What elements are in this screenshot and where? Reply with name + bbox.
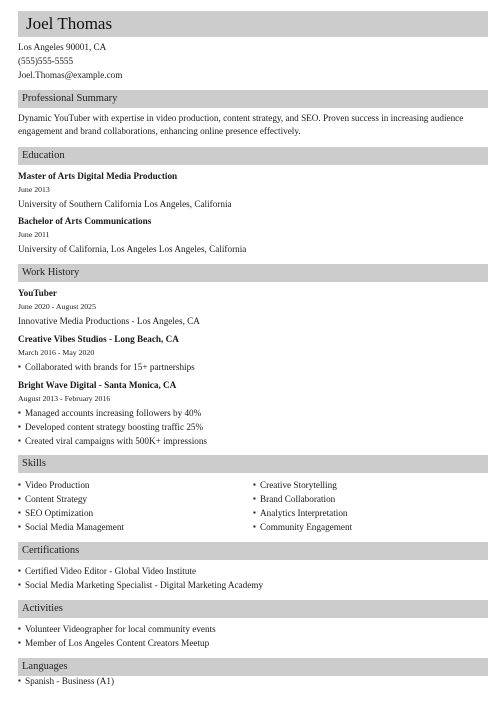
- section-header-education: Education: [18, 147, 488, 165]
- bullet-icon: ▪: [18, 508, 21, 517]
- education-item: [18, 214, 488, 257]
- bullet-icon: ▪: [253, 494, 256, 503]
- job-title: Creative Vibes Studios - Long Beach, CA: [18, 334, 179, 344]
- bullet-icon: ▪: [18, 580, 21, 589]
- bullet-icon: ▪: [18, 436, 21, 445]
- activity-item: ▪ Member of Los Angeles Content Creators Meetup: [18, 638, 210, 648]
- education-item: [18, 169, 488, 212]
- summary-text: Dynamic YouTuber with expertise in video production, content strategy, and SEO. Proven success in increasing audience engagement and brand collaborations, enhancing online presence effectively.: [18, 113, 464, 136]
- bullet-icon: ▪: [18, 480, 21, 489]
- degree-date: June 2011: [18, 230, 50, 239]
- job-date: June 2020 - August 2025: [18, 302, 96, 311]
- bullet-icon: ▪: [253, 508, 256, 517]
- list-item: ▪ Managed accounts increasing followers by 40%: [18, 408, 202, 418]
- skill-item: ▪ Social Media Management: [18, 522, 124, 532]
- job-item: [18, 286, 488, 329]
- certification-item: ▪ Certified Video Editor - Global Video Institute: [18, 566, 197, 576]
- bullet-icon: ▪: [18, 638, 21, 647]
- activity-item: ▪ Volunteer Videographer for local community events: [18, 624, 216, 634]
- education-list: [18, 169, 488, 257]
- address: Los Angeles 90001, CA: [18, 42, 107, 52]
- job-title: Bright Wave Digital - Santa Monica, CA: [18, 380, 177, 390]
- job-bullets: [18, 406, 488, 448]
- contact-info: [18, 40, 122, 82]
- email: Joel.Thomas@example.com: [18, 70, 123, 80]
- bullet-icon: ▪: [18, 522, 21, 531]
- bullet-icon: ▪: [253, 522, 256, 531]
- skills-column-right: [253, 478, 488, 534]
- certification-item: ▪ Social Media Marketing Specialist - Digital Marketing Academy: [18, 580, 264, 590]
- job-company: Innovative Media Productions - Los Angeles, CA: [18, 316, 200, 326]
- skill-item: ▪ SEO Optimization: [18, 508, 94, 518]
- job-date: August 2013 - February 2016: [18, 394, 111, 403]
- skill-item: ▪ Analytics Interpretation: [253, 508, 348, 518]
- bullet-icon: ▪: [18, 566, 21, 575]
- section-header-work-history: Work History: [18, 264, 488, 282]
- section-header-activities: Activities: [18, 600, 488, 618]
- candidate-name: Joel Thomas: [18, 11, 488, 37]
- school-name: University of Southern California Los Angeles, California: [18, 199, 232, 209]
- skill-item: ▪ Content Strategy: [18, 494, 88, 504]
- skill-item: ▪ Community Engagement: [253, 522, 353, 532]
- skill-item: ▪ Video Production: [18, 480, 90, 490]
- job-bullets: [18, 360, 488, 374]
- skills-column-left: [18, 478, 253, 534]
- bullet-icon: ▪: [18, 422, 21, 431]
- bullet-icon: ▪: [253, 480, 256, 489]
- degree-date: June 2013: [18, 185, 50, 194]
- section-header-skills: Skills: [18, 455, 488, 473]
- job-item: [18, 332, 488, 374]
- certifications-list: [18, 564, 488, 592]
- section-header-certifications: Certifications: [18, 542, 488, 560]
- skill-item: ▪ Creative Storytelling: [253, 480, 337, 490]
- phone: (555)555-5555: [18, 56, 74, 66]
- bullet-icon: ▪: [18, 408, 21, 417]
- section-header-summary: Professional Summary: [18, 90, 488, 108]
- skill-item: ▪ Brand Collaboration: [253, 494, 336, 504]
- skills-grid: [18, 478, 488, 534]
- list-item: ▪ Created viral campaigns with 500K+ impressions: [18, 436, 208, 446]
- work-list: [18, 286, 488, 448]
- degree-title: Bachelor of Arts Communications: [18, 216, 152, 226]
- activities-list: [18, 622, 488, 650]
- languages-list: [18, 676, 488, 704]
- degree-title: Master of Arts Digital Media Production: [18, 171, 178, 181]
- bullet-icon: ▪: [18, 362, 21, 371]
- job-title: YouTuber: [18, 288, 57, 298]
- bullet-icon: ▪: [18, 494, 21, 503]
- language-item: ▪ Spanish - Business (A1): [18, 676, 115, 686]
- school-name: University of California, Los Angeles Los Angeles, California: [18, 244, 247, 254]
- list-item: ▪ Developed content strategy boosting traffic 25%: [18, 422, 204, 432]
- job-date: March 2016 - May 2020: [18, 348, 95, 357]
- list-item: ▪ Collaborated with brands for 15+ partnerships: [18, 362, 195, 372]
- bullet-icon: ▪: [18, 624, 21, 633]
- job-item: [18, 378, 488, 448]
- section-header-languages: Languages: [18, 658, 488, 676]
- bullet-icon: ▪: [18, 676, 21, 685]
